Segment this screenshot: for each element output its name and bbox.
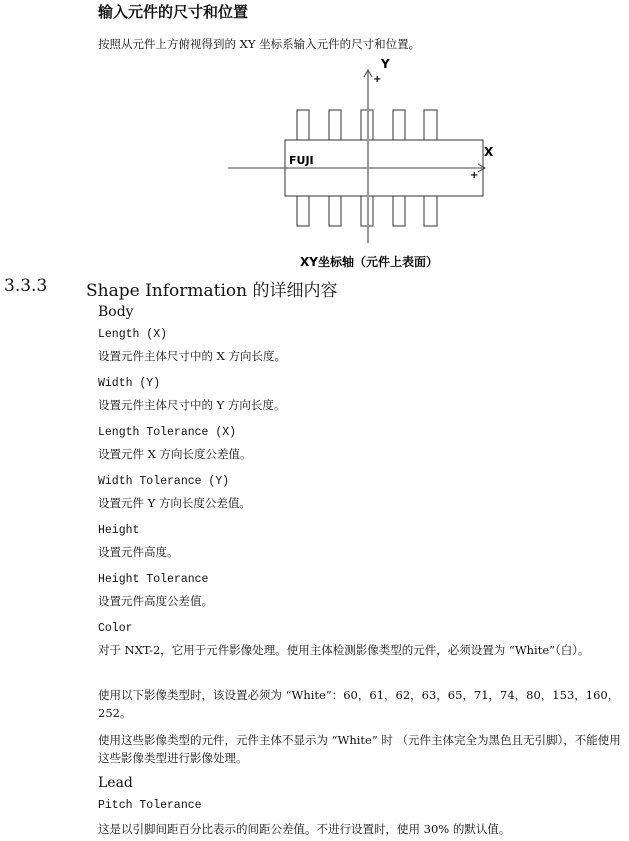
item-label: Width (Y) bbox=[98, 377, 161, 390]
intro-title: 输入元件的尺寸和位置 bbox=[98, 3, 249, 21]
item-desc: 设置元件主体尺寸中的 Y 方向长度。 bbox=[98, 398, 286, 412]
item-desc: 设置元件 Y 方向长度公差值。 bbox=[98, 496, 251, 510]
y-axis-label: Y bbox=[381, 57, 390, 71]
item-desc: 设置元件 X 方向长度公差值。 bbox=[98, 447, 252, 461]
lead-top-2 bbox=[329, 110, 341, 140]
section-number: 3.3.3 bbox=[4, 276, 48, 296]
item-label: Pitch Tolerance bbox=[98, 799, 202, 812]
color-paragraph: 使用以下影像类型时，该设置必须为 “White”：60，61，62，63，65，71，74，80，153，160，252。 bbox=[98, 688, 620, 720]
item-desc: 这是以引脚间距百分比表示的间距公差值。不进行设置时，使用 30% 的默认值。 bbox=[98, 822, 511, 836]
lead-top-1 bbox=[297, 110, 309, 140]
lead-bottom-4 bbox=[393, 196, 405, 226]
diagram-caption: XY坐标轴（元件上表面） bbox=[300, 255, 438, 269]
xy-coordinate-diagram bbox=[0, 0, 629, 280]
item-label: Width Tolerance (Y) bbox=[98, 475, 230, 488]
x-plus-sign: + bbox=[470, 170, 479, 181]
color-label: Color bbox=[98, 622, 133, 635]
item-desc: 设置元件高度公差值。 bbox=[98, 594, 213, 608]
section-title: Shape Information 的详细内容 bbox=[86, 281, 338, 301]
item-label: Height bbox=[98, 524, 140, 537]
item-label: Height Tolerance bbox=[98, 573, 209, 586]
item-label: Length Tolerance (X) bbox=[98, 426, 237, 439]
body-heading: Body bbox=[98, 304, 134, 320]
color-paragraph: 对于 NXT-2，它用于元件影像处理。使用主体检测影像类型的元件，必须设置为 “White”（白）。 bbox=[98, 643, 590, 657]
lead-bottom-2 bbox=[329, 196, 341, 226]
intro-desc: 按照从元件上方俯视得到的 XY 坐标系输入元件的尺寸和位置。 bbox=[98, 37, 421, 51]
color-paragraph: 使用这些影像类型的元件，元件主体不显示为 “White” 时 （元件主体完全为黑色且无引脚），不能使用这些影像类型进行影像处理。 bbox=[98, 733, 621, 765]
lead-bottom-1 bbox=[297, 196, 309, 226]
chip-label: FUJI bbox=[289, 154, 314, 167]
x-axis-label: X bbox=[484, 145, 494, 159]
lead-bottom-5 bbox=[424, 196, 437, 226]
y-plus-sign: + bbox=[373, 74, 382, 85]
lead-heading: Lead bbox=[98, 775, 133, 791]
item-desc: 设置元件主体尺寸中的 X 方向长度。 bbox=[98, 349, 286, 363]
item-label: Length (X) bbox=[98, 328, 168, 341]
lead-top-4 bbox=[393, 110, 405, 140]
item-desc: 设置元件高度。 bbox=[98, 545, 179, 559]
lead-top-5 bbox=[424, 110, 437, 140]
